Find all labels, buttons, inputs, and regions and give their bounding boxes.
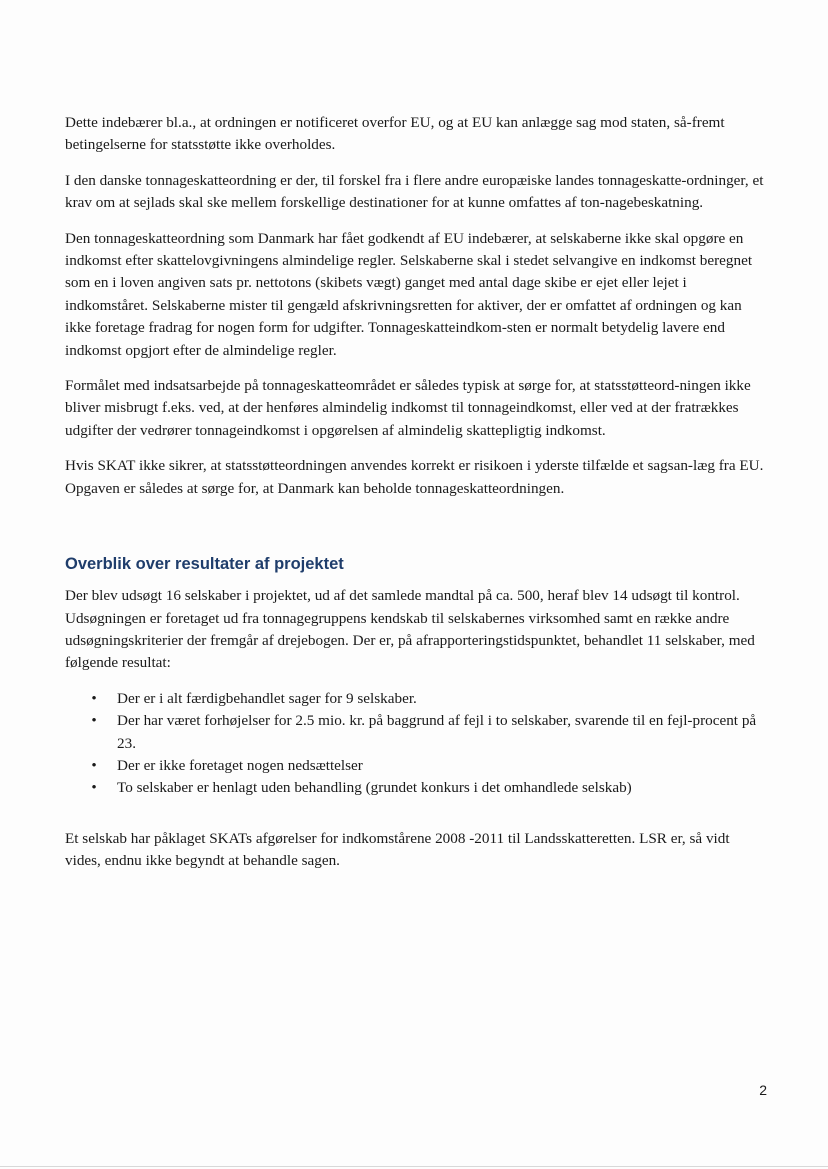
paragraph-notification: Dette indebærer bl.a., at ordningen er notificeret overfor EU, og at EU kan anlægge sag mod staten, så-fremt betingelserne for statsstøtte ikke overholdes. <box>65 114 725 154</box>
section-heading: Overblik over resultater af projektet <box>65 555 344 574</box>
page-content <box>65 112 765 886</box>
bullet-item <box>65 755 765 777</box>
bullet-icon: • <box>91 779 97 797</box>
bullet-icon: • <box>91 756 97 774</box>
bullet-text: Der er i alt færdigbehandlet sager for 9 selskaber. <box>117 689 417 707</box>
paragraph-danish-scheme: I den danske tonnageskatteordning er der, til forskel fra i flere andre europæiske landes tonnageskatte-ordninger, et krav om at sejlads skal ske mellem forskellige destinationer for at kunne omfattes af ton-nagebeskatning. <box>65 171 764 212</box>
bullet-item <box>65 777 765 799</box>
closing-spacer <box>65 800 765 828</box>
paragraph-results-intro: Der blev udsøgt 16 selskaber i projektet, ud af det samlede mandtal på ca. 500, heraf blev 14 udsøgt til kontrol. Udsøgningen er foretaget ud fra tonnagegruppens kendskab til selskabernes virksomhed samt en række andre udsøgningskriterier der fremgår af drejebogen. Der er, på afrapporteringstidspunktet, behandlet 11 selskaber, med følgende resultat: <box>65 587 755 672</box>
section-spacer <box>65 513 765 553</box>
page-number: 2 <box>759 1082 767 1098</box>
results-bullet-list <box>65 688 765 800</box>
paragraph-risk: Hvis SKAT ikke sikrer, at statsstøtteordningen anvendes korrekt er risikoen i yderste tilfælde et sagsan-læg fra EU. Opgaven er således at sørge for, at Danmark kan beholde tonnageskatteordningen. <box>65 457 764 497</box>
bullet-text: Der har været forhøjelser for 2.5 mio. kr. på baggrund af fejl i to selskaber, svarende til en fejl-procent på 23. <box>117 712 757 752</box>
bullet-item <box>65 688 765 710</box>
bullet-text: To selskaber er henlagt uden behandling (grundet konkurs i det omhandlede selskab) <box>117 779 632 797</box>
bullet-icon: • <box>91 712 97 730</box>
paragraph-purpose: Formålet med indsatsarbejde på tonnageskatteområdet er således typisk at sørge for, at statsstøtteord-ningen ikke bliver misbrugt f.eks. ved, at der henføres almindelig indkomst til tonnageindkomst, eller ved at der fratrækkes udgifter der vedrører tonnageindkomst i opgørelsen af almindelig skattepligtig indkomst. <box>65 377 751 439</box>
paragraph-closing: Et selskab har påklaget SKATs afgørelser for indkomstårene 2008 -2011 til Landsskatteretten. LSR er, så vidt vides, endnu ikke begyndt at behandle sagen. <box>65 829 730 870</box>
paragraph-scheme-details: Den tonnageskatteordning som Danmark har fået godkendt af EU indebærer, at selskaberne ikke skal opgøre en indkomst efter skattelovgivningens almindelige regler. Selskaberne skal i stedet selvangive en indkomst beregnet som en i loven angiven sats pr. nettotons (skibets vægt) ganget med antal dage skibe er ejet eller lejet i indkomståret. Selskaberne mister til gengæld afskrivningsretten for aktiver, der er omfattet af ordningen og kan ikke foretage fradrag for nogen form for udgifter. Tonnageskatteindkom-sten er normalt betydelig lavere end indkomst opgjort efter de almindelige regler. <box>65 229 753 359</box>
bullet-item <box>65 710 765 755</box>
page-bottom-divider <box>0 1166 828 1167</box>
bullet-icon: • <box>91 689 97 707</box>
bullet-text: Der er ikke foretaget nogen nedsættelser <box>117 756 363 774</box>
